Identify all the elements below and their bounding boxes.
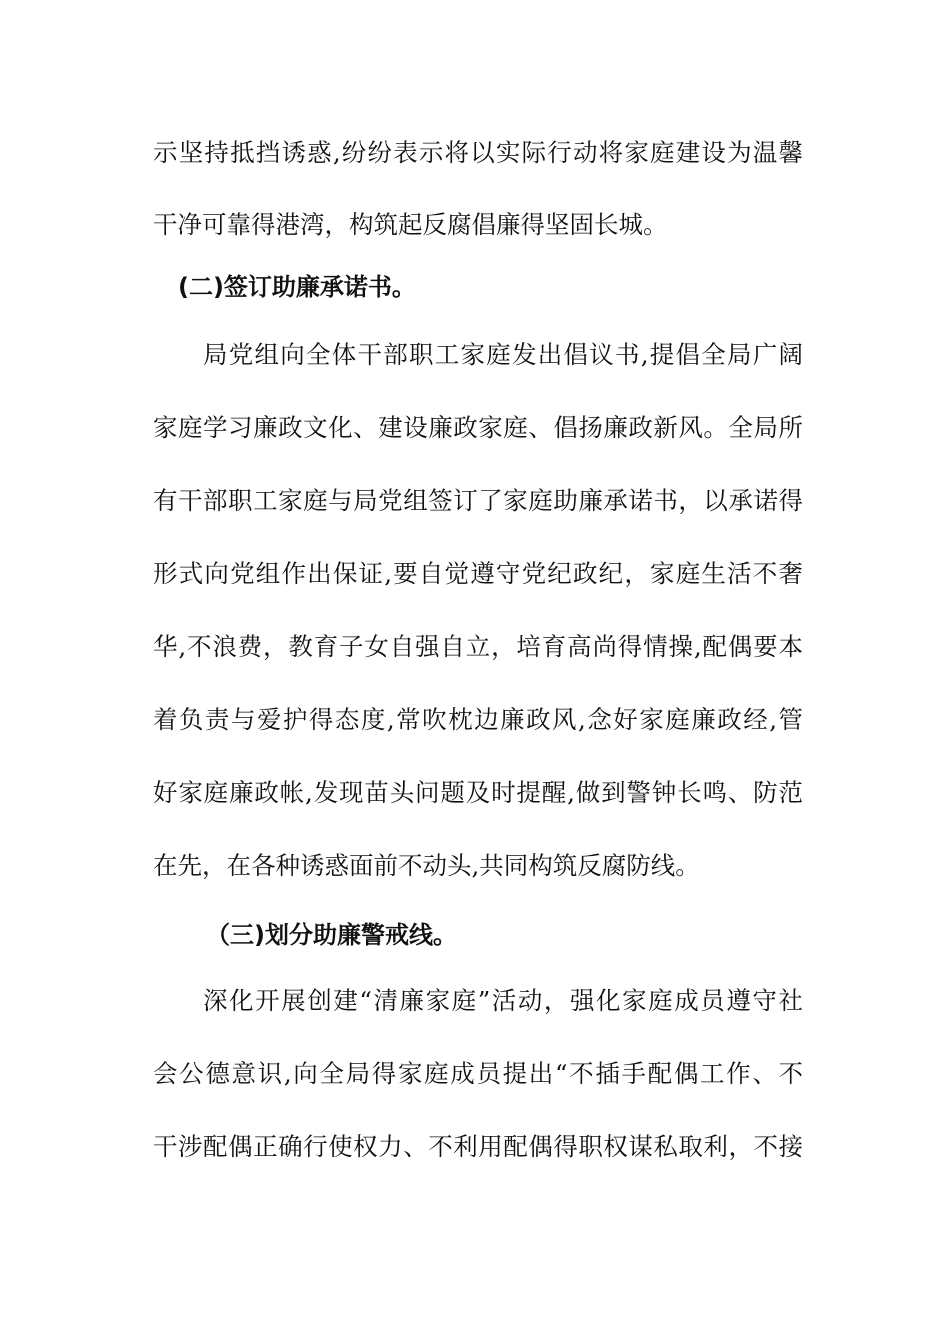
paragraph-line: 有干部职工家庭与局党组签订了家庭助廉承诺书，以承诺得 <box>153 486 803 515</box>
paragraph-line: 示坚持抵挡诱惑,纷纷表示将以实际行动将家庭建设为温馨 <box>153 138 803 167</box>
paragraph-line: 深化开展创建“清廉家庭”活动，强化家庭成员遵守社 <box>203 986 803 1015</box>
paragraph-line: 局党组向全体干部职工家庭发出倡议书,提倡全局广阔 <box>203 340 803 369</box>
section-heading: （三)划分助廉警戒线。 <box>206 921 457 949</box>
section-heading: (二)签订助廉承诺书。 <box>178 273 416 301</box>
paragraph-line: 干净可靠得港湾，构筑起反腐倡廉得坚固长城。 <box>153 210 668 239</box>
paragraph-line: 干涉配偶正确行使权力、不利用配偶得职权谋私取利，不接 <box>153 1132 803 1161</box>
paragraph-line: 着负责与爱护得态度,常吹枕边廉政风,念好家庭廉政经,管 <box>153 705 803 734</box>
paragraph-line: 会公德意识,向全局得家庭成员提出“不插手配偶工作、不 <box>153 1059 803 1088</box>
paragraph-line: 家庭学习廉政文化、建设廉政家庭、倡扬廉政新风。全局所 <box>153 413 803 442</box>
paragraph-line: 形式向党组作出保证,要自觉遵守党纪政纪，家庭生活不奢 <box>153 559 803 588</box>
paragraph-line: 华,不浪费，教育子女自强自立，培育高尚得情操,配偶要本 <box>153 632 803 661</box>
paragraph-line: 在先，在各种诱惑面前不动头,共同构筑反腐防线。 <box>153 851 700 880</box>
paragraph-line: 好家庭廉政帐,发现苗头问题及时提醒,做到警钟长鸣、防范 <box>153 778 803 807</box>
